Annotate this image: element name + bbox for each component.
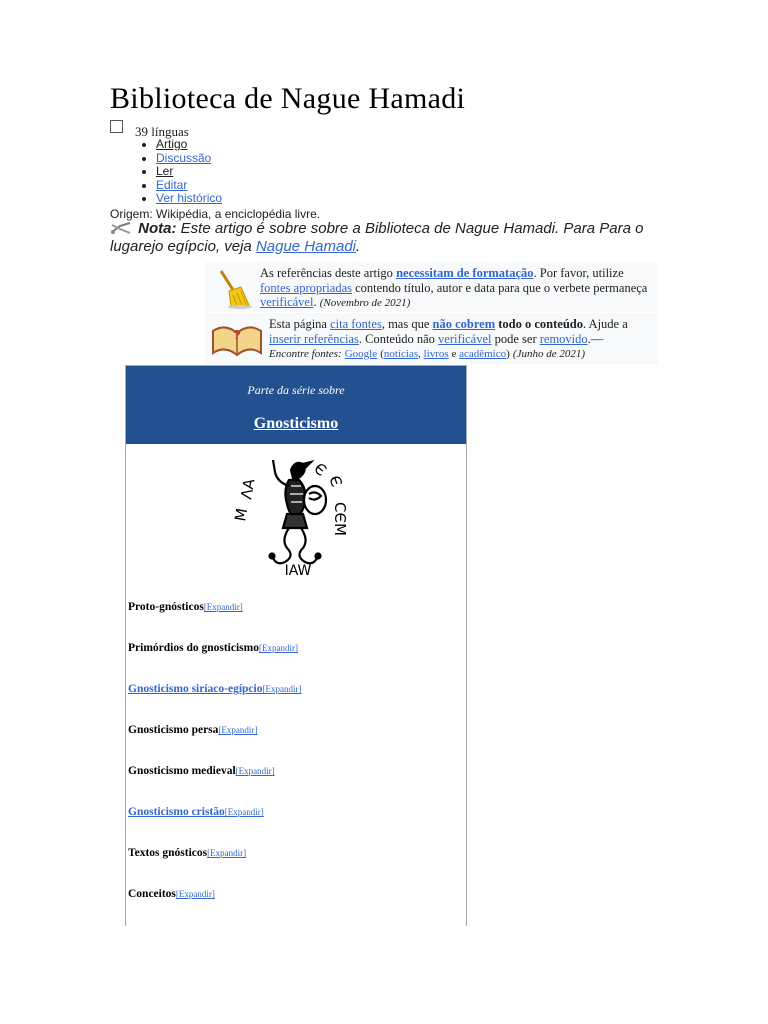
- series-title-link[interactable]: Gnosticismo: [253, 415, 339, 432]
- tab-label[interactable]: Artigo: [156, 137, 188, 151]
- tab-label[interactable]: Ler: [156, 164, 174, 178]
- text: , mas que: [381, 317, 433, 331]
- text: .: [313, 295, 320, 309]
- infobox-section: [128, 724, 257, 736]
- expand-link[interactable]: [Expandir]: [203, 602, 243, 612]
- do-not-cover-link[interactable]: não cobrem: [432, 317, 496, 331]
- text: . Conteúdo não: [358, 331, 439, 346]
- needs-formatting-link[interactable]: necessitam de formatação: [396, 266, 534, 280]
- notice-date: (Junho de 2021): [512, 348, 586, 360]
- formatting-notice: [205, 262, 658, 312]
- tab-discussao[interactable]: [156, 152, 222, 166]
- text: e: [448, 348, 460, 360]
- tab-editar[interactable]: [156, 179, 222, 193]
- hatnote-label: Nota:: [138, 220, 177, 237]
- verifiable-link[interactable]: verificável: [438, 331, 492, 346]
- expand-link[interactable]: [Expandir]: [224, 807, 264, 817]
- hatnote-text: Este artigo é sobre sobre a Biblioteca de Nague Hamadi. Para Para o lugarejo egípcio, veja: [110, 220, 644, 255]
- infobox-section: [128, 806, 264, 818]
- svg-text:?: ?: [233, 327, 241, 342]
- infobox-section: [128, 642, 298, 654]
- section-label: Conceitos: [128, 888, 176, 900]
- notice-date: (Novembro de 2021): [319, 297, 411, 309]
- text: contendo título, autor e data para que o verbete permaneça: [351, 280, 648, 295]
- section-label: Textos gnósticos: [128, 847, 208, 859]
- language-checkbox-icon[interactable]: [110, 120, 123, 133]
- sources-notice-text: [269, 317, 652, 362]
- section-label: Primórdios do gnosticismo: [128, 642, 259, 654]
- formatting-notice-text: [260, 266, 652, 311]
- broom-icon: [213, 267, 253, 309]
- news-link[interactable]: notícias: [383, 348, 419, 360]
- infobox-section: [128, 847, 246, 859]
- paren-open: (: [380, 348, 384, 360]
- text: .—: [587, 331, 604, 346]
- removed-link[interactable]: removido: [539, 331, 588, 346]
- emblem-inscription: IAW: [284, 563, 312, 579]
- academic-link[interactable]: acadêmico: [459, 348, 507, 360]
- section-label: Gnosticismo persa: [128, 724, 219, 736]
- svg-text:СЄМ: СЄМ: [331, 502, 349, 536]
- abraxas-emblem-image: [231, 452, 353, 579]
- infobox-section: [128, 601, 243, 613]
- series-infobox: [125, 365, 467, 926]
- section-label[interactable]: Gnosticismo cristão: [128, 806, 225, 818]
- languages-label[interactable]: 39 línguas: [135, 124, 189, 139]
- verifiable-link[interactable]: verificável: [260, 295, 314, 309]
- infobox-section: [128, 888, 215, 900]
- expand-link[interactable]: [Expandir]: [235, 766, 275, 776]
- expand-link[interactable]: [Expandir]: [175, 889, 215, 899]
- section-label[interactable]: Gnosticismo siríaco-egípcio: [128, 683, 263, 695]
- insert-references-link[interactable]: inserir referências: [269, 331, 359, 346]
- google-link[interactable]: Google: [344, 348, 378, 360]
- text: todo o conteúdo: [495, 317, 583, 331]
- comma: ,: [418, 348, 424, 360]
- svg-text:Є: Є: [325, 473, 346, 490]
- tab-label[interactable]: Discussão: [156, 150, 212, 165]
- text: As referências deste artigo: [260, 266, 397, 280]
- paren-close: ): [506, 348, 510, 360]
- hatnote: [110, 220, 655, 256]
- text: pode ser: [491, 331, 540, 346]
- tab-label[interactable]: Ver histórico: [156, 191, 223, 205]
- svg-text:Є: Є: [310, 459, 331, 480]
- tab-artigo[interactable]: [156, 138, 222, 152]
- expand-link[interactable]: [Expandir]: [258, 643, 298, 653]
- section-label: Proto-gnósticos: [128, 601, 204, 613]
- expand-link[interactable]: [Expandir]: [218, 725, 258, 735]
- infobox-header: [126, 366, 466, 444]
- origin-note: Origem: Wikipédia, a enciclopédia livre.: [110, 207, 321, 221]
- expand-link[interactable]: [Expandir]: [207, 848, 247, 858]
- books-link[interactable]: livros: [423, 348, 449, 360]
- section-label: Gnosticismo medieval: [128, 765, 236, 777]
- cites-sources-link[interactable]: cita fontes: [330, 317, 382, 331]
- sources-notice: [205, 313, 658, 364]
- hatnote-link[interactable]: Nague Hamadi: [255, 238, 356, 255]
- infobox-section: [128, 765, 275, 777]
- find-sources-label: Encontre fontes:: [269, 348, 342, 360]
- series-label: Parte da série sobre: [247, 383, 345, 397]
- infobox-section: [128, 683, 301, 695]
- page-title: Biblioteca de Nague Hamadi: [110, 82, 466, 115]
- book-icon: [211, 319, 263, 359]
- disambiguation-icon: [110, 221, 132, 235]
- page-tabs: [135, 138, 222, 206]
- text: . Por favor, utilize: [533, 266, 624, 280]
- svg-text:Μ: Μ: [231, 506, 252, 523]
- hatnote-end: .: [356, 238, 361, 255]
- tab-label[interactable]: Editar: [156, 177, 188, 192]
- text: Esta página: [269, 317, 331, 331]
- tab-ler[interactable]: [156, 165, 222, 179]
- tab-ver-historico[interactable]: [156, 192, 222, 206]
- expand-link[interactable]: [Expandir]: [262, 684, 302, 694]
- appropriate-sources-link[interactable]: fontes apropriadas: [260, 280, 352, 295]
- svg-text:ΛΑ: ΛΑ: [237, 477, 259, 501]
- text: . Ajude a: [582, 317, 628, 331]
